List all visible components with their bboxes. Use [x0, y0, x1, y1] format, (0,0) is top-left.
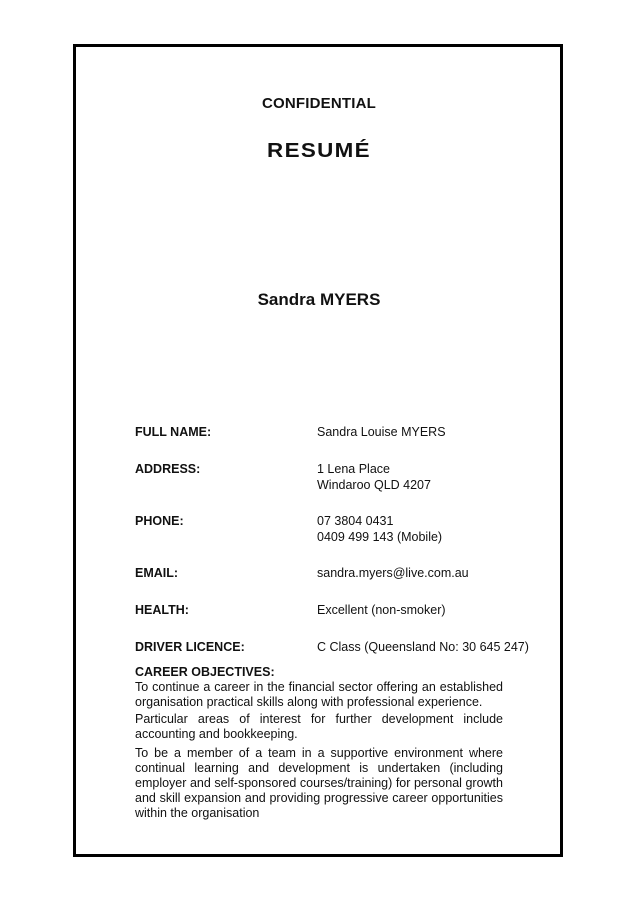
detail-label: ADDRESS:: [135, 462, 201, 476]
career-paragraph: Particular areas of interest for further development include accounting and bookkeeping.: [135, 712, 503, 741]
detail-value-line: 07 3804 0431: [317, 514, 394, 528]
detail-label: EMAIL:: [135, 566, 179, 580]
career-objectives: [135, 665, 503, 823]
detail-value: [317, 639, 529, 655]
detail-row-address: [135, 461, 535, 493]
detail-value-line: 1 Lena Place: [317, 462, 390, 476]
detail-value: [317, 565, 469, 581]
detail-label: FULL NAME:: [135, 425, 212, 439]
detail-row-driver-licence: [135, 639, 535, 655]
detail-label: DRIVER LICENCE:: [135, 640, 245, 654]
detail-value: [317, 513, 442, 545]
detail-row-email: [135, 565, 535, 581]
resume-title: RESUMÉ: [267, 140, 371, 162]
detail-value-line: Windaroo QLD 4207: [317, 478, 431, 492]
detail-value-line: 0409 499 143 (Mobile): [317, 530, 443, 544]
detail-label: HEALTH:: [135, 603, 189, 617]
confidential-label: CONFIDENTIAL: [261, 95, 377, 112]
detail-value-line: Sandra Louise MYERS: [317, 425, 446, 439]
detail-value: [317, 424, 446, 440]
career-objectives-heading: CAREER OBJECTIVES:: [135, 665, 275, 679]
detail-label: PHONE:: [135, 514, 184, 528]
email-value: sandra.myers@live.com.au: [317, 566, 469, 580]
career-paragraph: To continue a career in the financial sector offering an established organisation practical skills along with professional experience.: [135, 680, 503, 709]
person-name: Sandra MYERS: [257, 290, 381, 309]
detail-row-health: [135, 602, 535, 618]
detail-row-full-name: [135, 424, 535, 440]
detail-value: [317, 461, 431, 493]
personal-details: [135, 424, 535, 655]
detail-value: [317, 602, 446, 618]
detail-row-phone: [135, 513, 535, 545]
detail-value-line: C Class (Queensland No: 30 645 247): [317, 640, 529, 654]
detail-value-line: Excellent (non-smoker): [317, 603, 446, 617]
career-paragraph: To be a member of a team in a supportive environment where continual learning and development is undertaken (including employer and self-sponsored courses/training) for personal growth and skill expansion and providing progressive career opportunities within the organisation: [135, 746, 503, 820]
